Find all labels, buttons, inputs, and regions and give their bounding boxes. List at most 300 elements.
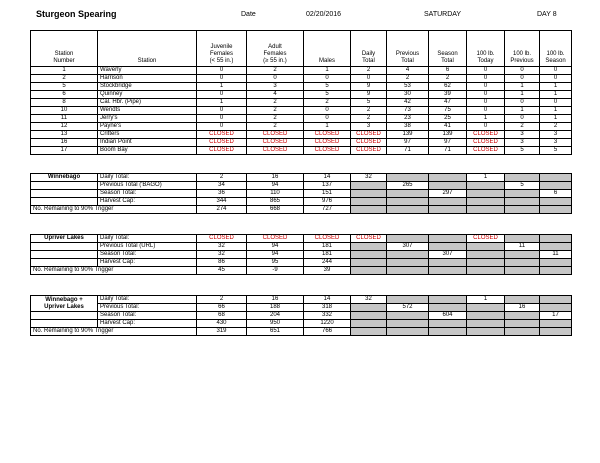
shaded-cell xyxy=(540,198,572,206)
closed-cell: CLOSED xyxy=(247,131,304,139)
row-label: Season Total: xyxy=(98,251,197,259)
value-cell: -9 xyxy=(247,267,304,275)
value-cell: 3 xyxy=(505,131,540,139)
value-cell: 137 xyxy=(304,182,351,190)
closed-cell: CLOSED xyxy=(247,139,304,147)
value-cell: 5 xyxy=(540,147,572,155)
closed-cell: CLOSED xyxy=(467,147,505,155)
winnebago-cap-row xyxy=(31,198,572,206)
col-daily-total: Daily Total xyxy=(351,31,387,67)
shaded-cell xyxy=(387,312,429,320)
shaded-cell xyxy=(540,320,572,328)
shaded-cell xyxy=(387,251,429,259)
value-cell: 151 xyxy=(304,190,351,198)
shaded-cell xyxy=(387,267,429,275)
row-label: Previous Total (URL) xyxy=(98,243,197,251)
winnebago-season-row xyxy=(31,190,572,198)
shaded-cell xyxy=(351,328,387,336)
combined-remaining-row xyxy=(31,328,572,336)
value-cell: 62 xyxy=(429,83,467,91)
value-cell: 95 xyxy=(247,259,304,267)
closed-cell: CLOSED xyxy=(351,235,387,243)
blank-cell xyxy=(31,251,98,259)
shaded-cell xyxy=(429,206,467,214)
value-cell: 1 xyxy=(505,91,540,99)
value-cell: 16 xyxy=(247,296,304,304)
shaded-cell xyxy=(467,267,505,275)
station-row xyxy=(31,99,572,107)
shaded-cell xyxy=(387,206,429,214)
value-cell: 3 xyxy=(247,83,304,91)
row-label: No. Remaining to 90% Trigger xyxy=(31,206,197,214)
value-cell: 66 xyxy=(197,304,247,312)
shaded-cell xyxy=(505,320,540,328)
shaded-cell xyxy=(387,190,429,198)
value-cell: 0 xyxy=(197,107,247,115)
value-cell: 2 xyxy=(351,107,387,115)
value-cell: 976 xyxy=(304,198,351,206)
shaded-cell xyxy=(351,259,387,267)
value-cell: 0 xyxy=(351,75,387,83)
row-label: Previous Total ('BAGO) xyxy=(98,182,197,190)
value-cell: 0 xyxy=(467,123,505,131)
row-label: No. Remaining to 90% Trigger xyxy=(31,267,197,275)
closed-cell: CLOSED xyxy=(304,235,351,243)
value-cell: 6 xyxy=(31,91,98,99)
value-cell: 265 xyxy=(387,182,429,190)
shaded-cell xyxy=(429,296,467,304)
date-label: Date xyxy=(241,11,256,18)
shaded-cell xyxy=(467,206,505,214)
blank-cell xyxy=(31,312,98,320)
value-cell: 0 xyxy=(247,75,304,83)
blank-cell xyxy=(31,259,98,267)
row-label: Daily Total: xyxy=(98,235,197,243)
station-name: Cal. Hbr. (Pipe) xyxy=(98,99,197,107)
col-100lb-previous: 100 lb. Previous xyxy=(505,31,540,67)
value-cell: 2 xyxy=(387,75,429,83)
value-cell: 5 xyxy=(351,99,387,107)
shaded-cell xyxy=(505,190,540,198)
shaded-cell xyxy=(351,190,387,198)
shaded-cell xyxy=(540,182,572,190)
combined-block xyxy=(30,295,572,336)
value-cell: 36 xyxy=(197,190,247,198)
closed-cell: CLOSED xyxy=(197,235,247,243)
shaded-cell xyxy=(540,174,572,182)
shaded-cell xyxy=(351,206,387,214)
value-cell: 16 xyxy=(247,174,304,182)
value-cell: 0 xyxy=(467,83,505,91)
value-cell: 94 xyxy=(247,251,304,259)
value-cell: 2 xyxy=(351,115,387,123)
shaded-cell xyxy=(387,235,429,243)
value-cell: 1 xyxy=(304,67,351,75)
value-cell: 139 xyxy=(387,131,429,139)
value-cell: 572 xyxy=(387,304,429,312)
blank-cell xyxy=(31,320,98,328)
shaded-cell xyxy=(467,182,505,190)
value-cell: 430 xyxy=(197,320,247,328)
row-label: Harvest Cap: xyxy=(98,320,197,328)
closed-cell: CLOSED xyxy=(467,131,505,139)
station-name: Jerry's xyxy=(98,115,197,123)
station-name: Indian Point xyxy=(98,139,197,147)
station-row xyxy=(31,67,572,75)
value-cell: 47 xyxy=(429,99,467,107)
shaded-cell xyxy=(429,259,467,267)
shaded-cell xyxy=(351,312,387,320)
row-label: Harvest Cap: xyxy=(98,259,197,267)
value-cell: 1 xyxy=(304,123,351,131)
station-name: Stockbridge xyxy=(98,83,197,91)
shaded-cell xyxy=(540,328,572,336)
value-cell: 318 xyxy=(304,304,351,312)
value-cell: 2 xyxy=(247,123,304,131)
station-name: Quinney xyxy=(98,91,197,99)
value-cell: 110 xyxy=(247,190,304,198)
station-name: Boom Bay xyxy=(98,147,197,155)
upriver-remaining-row xyxy=(31,267,572,275)
shaded-cell xyxy=(429,235,467,243)
shaded-cell xyxy=(540,206,572,214)
value-cell: 10 xyxy=(31,107,98,115)
value-cell: 1 xyxy=(467,174,505,182)
blank-cell xyxy=(31,190,98,198)
shaded-cell xyxy=(540,296,572,304)
upriver-season-row xyxy=(31,251,572,259)
value-cell: 2 xyxy=(351,67,387,75)
value-cell: 0 xyxy=(467,67,505,75)
value-cell: 2 xyxy=(247,99,304,107)
value-cell: 2 xyxy=(505,123,540,131)
closed-cell: CLOSED xyxy=(247,235,304,243)
value-cell: 651 xyxy=(247,328,304,336)
value-cell: 75 xyxy=(429,107,467,115)
upriver-label: Upriver Lakes xyxy=(31,235,98,243)
closed-cell: CLOSED xyxy=(304,131,351,139)
row-label: Daily Total: xyxy=(98,296,197,304)
shaded-cell xyxy=(351,243,387,251)
value-cell: 4 xyxy=(387,67,429,75)
value-cell: 2 xyxy=(304,99,351,107)
value-cell: 17 xyxy=(540,312,572,320)
blank-cell xyxy=(31,182,98,190)
value-cell: 8 xyxy=(31,99,98,107)
value-cell: 1 xyxy=(197,83,247,91)
shaded-cell xyxy=(540,235,572,243)
value-cell: 16 xyxy=(505,304,540,312)
value-cell: 41 xyxy=(429,123,467,131)
value-cell: 0 xyxy=(197,91,247,99)
value-cell: 0 xyxy=(197,75,247,83)
value-cell: 307 xyxy=(429,251,467,259)
shaded-cell xyxy=(505,251,540,259)
col-juvenile: Juvenile Females (< 55 in.) xyxy=(197,31,247,67)
value-cell: 97 xyxy=(387,139,429,147)
value-cell: 13 xyxy=(31,131,98,139)
closed-cell: CLOSED xyxy=(197,139,247,147)
value-cell: 0 xyxy=(197,115,247,123)
value-cell: 17 xyxy=(31,147,98,155)
report-date: 02/20/2016 xyxy=(306,11,342,18)
upriver-previous-row xyxy=(31,243,572,251)
value-cell: 0 xyxy=(304,75,351,83)
value-cell: 73 xyxy=(387,107,429,115)
shaded-cell xyxy=(387,259,429,267)
value-cell: 6 xyxy=(540,190,572,198)
value-cell: 344 xyxy=(197,198,247,206)
shaded-cell xyxy=(505,259,540,267)
shaded-cell xyxy=(429,174,467,182)
shaded-cell xyxy=(351,267,387,275)
shaded-cell xyxy=(540,243,572,251)
value-cell: 0 xyxy=(505,115,540,123)
station-row xyxy=(31,91,572,99)
value-cell: 11 xyxy=(540,251,572,259)
value-cell: 38 xyxy=(387,123,429,131)
winnebago-remaining-row xyxy=(31,206,572,214)
shaded-cell xyxy=(505,174,540,182)
value-cell: 0 xyxy=(467,107,505,115)
shaded-cell xyxy=(387,296,429,304)
shaded-cell xyxy=(429,243,467,251)
value-cell: 0 xyxy=(540,75,572,83)
value-cell: 244 xyxy=(304,259,351,267)
value-cell: 766 xyxy=(304,328,351,336)
shaded-cell xyxy=(505,312,540,320)
value-cell: 1 xyxy=(467,296,505,304)
value-cell: 34 xyxy=(197,182,247,190)
col-station-number: Station Number xyxy=(31,31,98,67)
value-cell: 297 xyxy=(429,190,467,198)
col-100lb-today: 100 lb. Today xyxy=(467,31,505,67)
value-cell: 2 xyxy=(540,123,572,131)
value-cell: 204 xyxy=(247,312,304,320)
shaded-cell xyxy=(467,304,505,312)
value-cell: 865 xyxy=(247,198,304,206)
shaded-cell xyxy=(467,243,505,251)
station-row xyxy=(31,123,572,131)
value-cell: 0 xyxy=(304,107,351,115)
shaded-cell xyxy=(467,251,505,259)
value-cell: 727 xyxy=(304,206,351,214)
value-cell: 71 xyxy=(429,147,467,155)
value-cell: 5 xyxy=(505,147,540,155)
winnebago-previous-row xyxy=(31,182,572,190)
combined-season-row xyxy=(31,312,572,320)
shaded-cell xyxy=(351,304,387,312)
value-cell: 181 xyxy=(304,243,351,251)
shaded-cell xyxy=(429,320,467,328)
value-cell: 0 xyxy=(540,99,572,107)
value-cell: 181 xyxy=(304,251,351,259)
value-cell: 5 xyxy=(31,83,98,91)
shaded-cell xyxy=(467,312,505,320)
shaded-cell xyxy=(351,182,387,190)
value-cell: 71 xyxy=(387,147,429,155)
value-cell: 332 xyxy=(304,312,351,320)
value-cell: 39 xyxy=(304,267,351,275)
closed-station-row xyxy=(31,147,572,155)
value-cell: 16 xyxy=(31,139,98,147)
station-table xyxy=(30,30,572,155)
station-name: Harrison xyxy=(98,75,197,83)
value-cell: 1 xyxy=(540,83,572,91)
row-label: Season Total: xyxy=(98,190,197,198)
shaded-cell xyxy=(351,251,387,259)
station-name: Wendts xyxy=(98,107,197,115)
station-name: Critters xyxy=(98,131,197,139)
closed-cell: CLOSED xyxy=(197,147,247,155)
value-cell: 3 xyxy=(505,139,540,147)
combined-label: Winnebago + Upriver Lakes xyxy=(31,296,98,312)
shaded-cell xyxy=(505,296,540,304)
shaded-cell xyxy=(467,259,505,267)
value-cell: 39 xyxy=(429,91,467,99)
closed-cell: CLOSED xyxy=(351,139,387,147)
value-cell: 0 xyxy=(197,67,247,75)
shaded-cell xyxy=(429,182,467,190)
value-cell: 53 xyxy=(387,83,429,91)
value-cell: 1 xyxy=(505,83,540,91)
col-100lb-season: 100 lb. Season xyxy=(540,31,572,67)
closed-cell: CLOSED xyxy=(467,235,505,243)
station-row xyxy=(31,75,572,83)
value-cell: 0 xyxy=(304,115,351,123)
shaded-cell xyxy=(351,320,387,328)
value-cell: 0 xyxy=(467,75,505,83)
value-cell: 2 xyxy=(247,107,304,115)
value-cell: 0 xyxy=(467,99,505,107)
value-cell: 32 xyxy=(197,243,247,251)
closed-station-row xyxy=(31,131,572,139)
value-cell: 2 xyxy=(429,75,467,83)
blank-cell xyxy=(31,243,98,251)
winnebago-daily-row xyxy=(31,174,572,182)
shaded-cell xyxy=(505,328,540,336)
value-cell: 32 xyxy=(197,251,247,259)
station-row xyxy=(31,115,572,123)
combined-cap-row xyxy=(31,320,572,328)
value-cell: 14 xyxy=(304,296,351,304)
value-cell: 11 xyxy=(31,115,98,123)
shaded-cell xyxy=(505,198,540,206)
combined-previous-row xyxy=(31,304,572,312)
station-row xyxy=(31,83,572,91)
closed-cell: CLOSED xyxy=(304,147,351,155)
value-cell: 0 xyxy=(540,67,572,75)
row-label: Season Total: xyxy=(98,312,197,320)
value-cell: 307 xyxy=(387,243,429,251)
value-cell: 0 xyxy=(197,123,247,131)
value-cell: 274 xyxy=(197,206,247,214)
value-cell: 42 xyxy=(387,99,429,107)
shaded-cell xyxy=(387,198,429,206)
value-cell: 25 xyxy=(429,115,467,123)
closed-station-row xyxy=(31,139,572,147)
value-cell: 32 xyxy=(351,296,387,304)
shaded-cell xyxy=(467,320,505,328)
value-cell: 1 xyxy=(540,115,572,123)
shaded-cell xyxy=(429,328,467,336)
col-station: Station xyxy=(98,31,197,67)
value-cell: 604 xyxy=(429,312,467,320)
value-cell: 2 xyxy=(247,67,304,75)
report-weekday: SATURDAY xyxy=(424,11,462,18)
value-cell: 0 xyxy=(505,67,540,75)
closed-cell: CLOSED xyxy=(351,147,387,155)
upriver-cap-row xyxy=(31,259,572,267)
shaded-cell xyxy=(387,174,429,182)
upriver-block xyxy=(30,234,572,275)
shaded-cell xyxy=(467,198,505,206)
shaded-cell xyxy=(429,304,467,312)
value-cell: 45 xyxy=(197,267,247,275)
value-cell: 2 xyxy=(31,75,98,83)
shaded-cell xyxy=(429,198,467,206)
shaded-cell xyxy=(467,190,505,198)
value-cell: 32 xyxy=(351,174,387,182)
shaded-cell xyxy=(540,267,572,275)
winnebago-label: Winnebago xyxy=(31,174,98,182)
shaded-cell xyxy=(505,235,540,243)
report-title: Sturgeon Spearing xyxy=(36,9,117,19)
value-cell: 94 xyxy=(247,182,304,190)
value-cell: 86 xyxy=(197,259,247,267)
value-cell: 188 xyxy=(247,304,304,312)
value-cell: 1 xyxy=(31,67,98,75)
closed-cell: CLOSED xyxy=(351,131,387,139)
value-cell: 3 xyxy=(351,123,387,131)
value-cell: 5 xyxy=(505,182,540,190)
value-cell: 0 xyxy=(505,75,540,83)
shaded-cell xyxy=(540,259,572,267)
shaded-cell xyxy=(387,328,429,336)
shaded-cell xyxy=(467,328,505,336)
value-cell: 950 xyxy=(247,320,304,328)
col-season-total: Season Total xyxy=(429,31,467,67)
col-previous-total: Previous Total xyxy=(387,31,429,67)
value-cell: 319 xyxy=(197,328,247,336)
value-cell: 0 xyxy=(467,91,505,99)
closed-cell: CLOSED xyxy=(467,139,505,147)
station-name: Payne's xyxy=(98,123,197,131)
shaded-cell xyxy=(505,267,540,275)
shaded-cell xyxy=(505,206,540,214)
closed-cell: CLOSED xyxy=(304,139,351,147)
value-cell: 23 xyxy=(387,115,429,123)
value-cell: 68 xyxy=(197,312,247,320)
closed-cell: CLOSED xyxy=(197,131,247,139)
winnebago-block xyxy=(30,173,572,214)
value-cell: 11 xyxy=(505,243,540,251)
value-cell: 97 xyxy=(429,139,467,147)
value-cell: 1 xyxy=(505,107,540,115)
upriver-daily-row xyxy=(31,235,572,243)
value-cell: 9 xyxy=(351,83,387,91)
value-cell: 9 xyxy=(351,91,387,99)
shaded-cell xyxy=(540,304,572,312)
shaded-cell xyxy=(387,320,429,328)
shaded-cell xyxy=(429,267,467,275)
value-cell: 6 xyxy=(429,67,467,75)
value-cell: 1220 xyxy=(304,320,351,328)
value-cell: 14 xyxy=(304,174,351,182)
value-cell: 94 xyxy=(247,243,304,251)
value-cell: 1 xyxy=(197,99,247,107)
value-cell: 1 xyxy=(540,107,572,115)
